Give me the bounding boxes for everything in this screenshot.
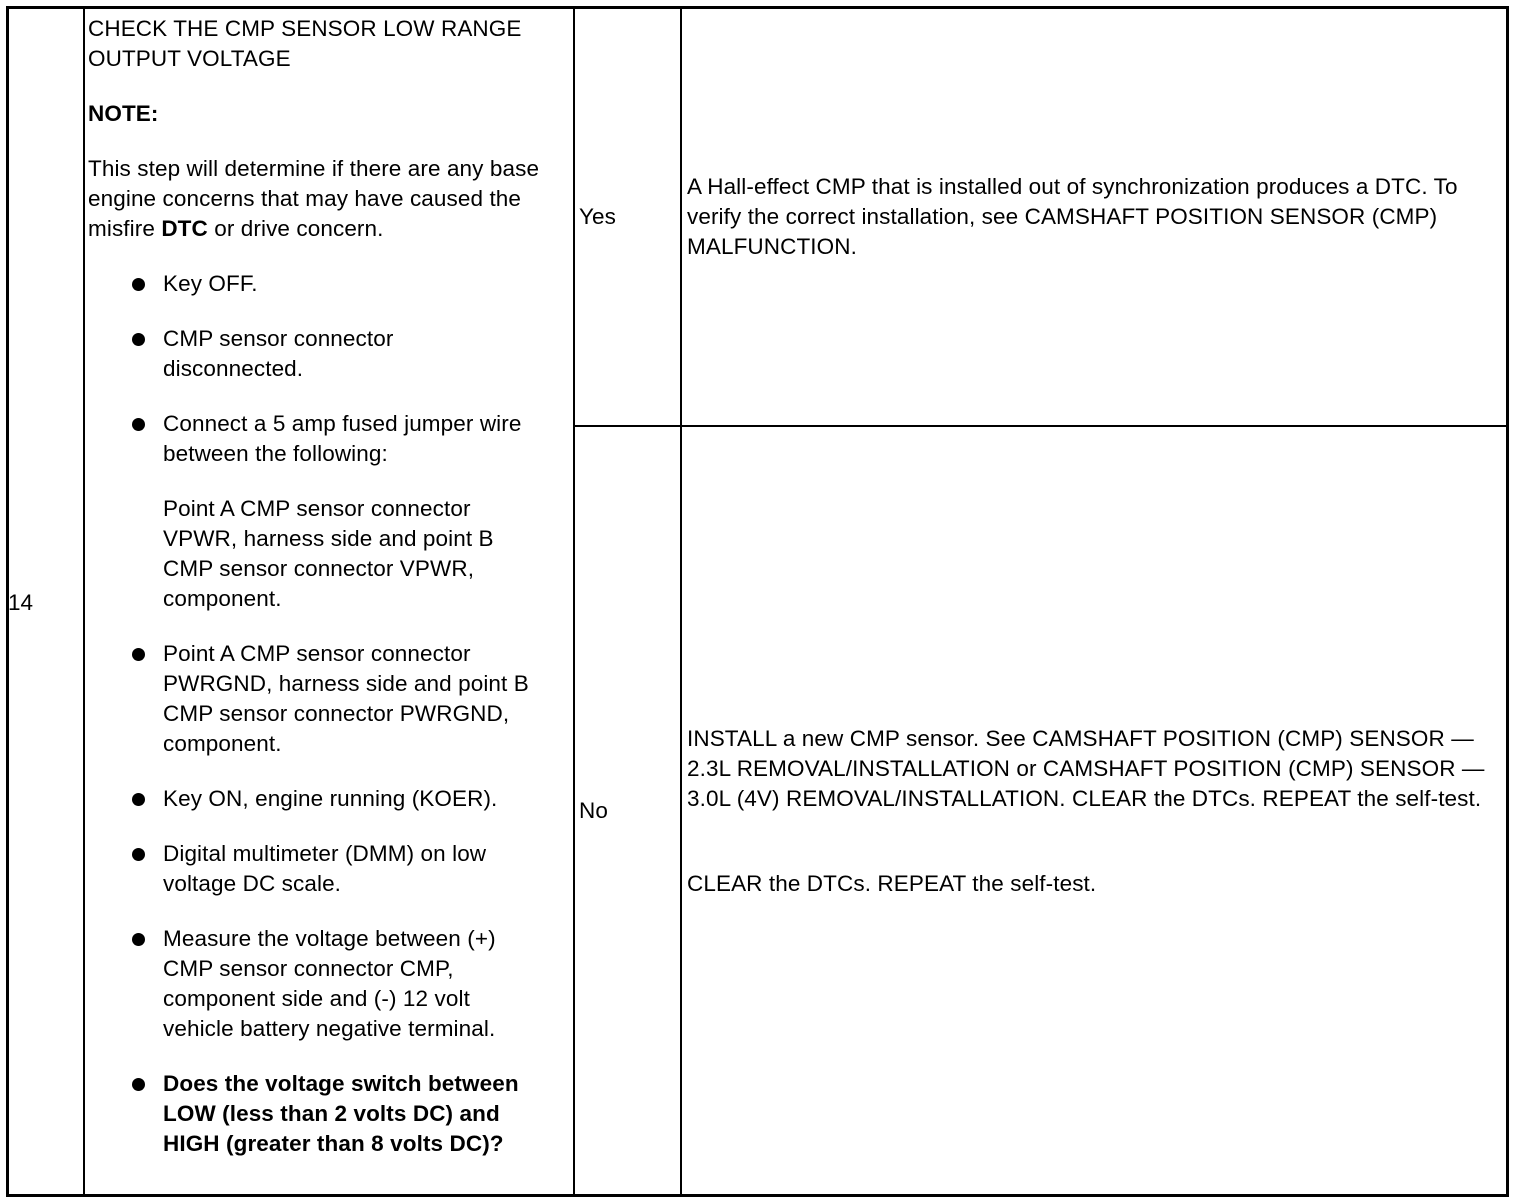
bullet-icon: [132, 848, 145, 861]
note-text: [88, 154, 548, 244]
bullet-icon: [132, 278, 145, 291]
note-label: NOTE:: [88, 101, 159, 126]
bullet-icon: [132, 933, 145, 946]
bullet-item: Point A CMP sensor connector PWRGND, harness side and point B CMP sensor connector PWRGND, component.: [163, 641, 529, 756]
bullet-icon: [132, 418, 145, 431]
bullet-item: Measure the voltage between (+) CMP sensor connector CMP, component side and (-) 12 volt vehicle battery negative terminal.: [163, 926, 496, 1041]
result-action-yes: A Hall-effect CMP that is installed out of synchronization produces a DTC. To verify the correct installation, see CAMSHAFT POSITION SENSOR (CMP) MALFUNCTION.: [687, 174, 1458, 259]
column-divider: [680, 9, 682, 1194]
result-action-no-2: CLEAR the DTCs. REPEAT the self-test.: [687, 871, 1097, 896]
row-divider: [573, 425, 1506, 427]
bullet-item: Connect a 5 amp fused jumper wire between the following:: [163, 411, 522, 466]
bullet-item: Key ON, engine running (KOER).: [163, 786, 498, 811]
bullet-icon: [132, 1078, 145, 1091]
bullet-subtext: Point A CMP sensor connector VPWR, harness side and point B CMP sensor connector VPWR, component.: [163, 496, 494, 611]
bullet-item: Digital multimeter (DMM) on low voltage DC scale.: [163, 841, 487, 896]
column-divider: [573, 9, 575, 1194]
note-text-start: This step will determine if there are any base engine concerns that may have caused the misfire: [88, 156, 540, 241]
note-text-dtc: DTC: [161, 216, 208, 241]
bullet-icon: [132, 648, 145, 661]
bullet-icon: [132, 333, 145, 346]
bullet-question: Does the voltage switch between LOW (less than 2 volts DC) and HIGH (greater than 8 volts DC)?: [163, 1071, 519, 1156]
result-action-no: INSTALL a new CMP sensor. See CAMSHAFT POSITION (CMP) SENSOR — 2.3L REMOVAL/INSTALLATION or CAMSHAFT POSITION (CMP) SENSOR — 3.0L (4V) REMOVAL/INSTALLATION. CLEAR the DTCs. REPEAT the self-test.: [687, 726, 1485, 811]
bullet-item: CMP sensor connector disconnected.: [163, 326, 394, 381]
column-divider: [83, 9, 85, 1194]
bullet-item: Key OFF.: [163, 271, 258, 296]
result-answer-yes: Yes: [579, 204, 617, 229]
bullet-icon: [132, 793, 145, 806]
step-heading: CHECK THE CMP SENSOR LOW RANGE OUTPUT VOLTAGE: [88, 16, 522, 71]
note-text-end: or drive concern.: [207, 216, 384, 241]
result-answer-no: No: [579, 798, 608, 823]
step-number: 14: [8, 590, 34, 615]
